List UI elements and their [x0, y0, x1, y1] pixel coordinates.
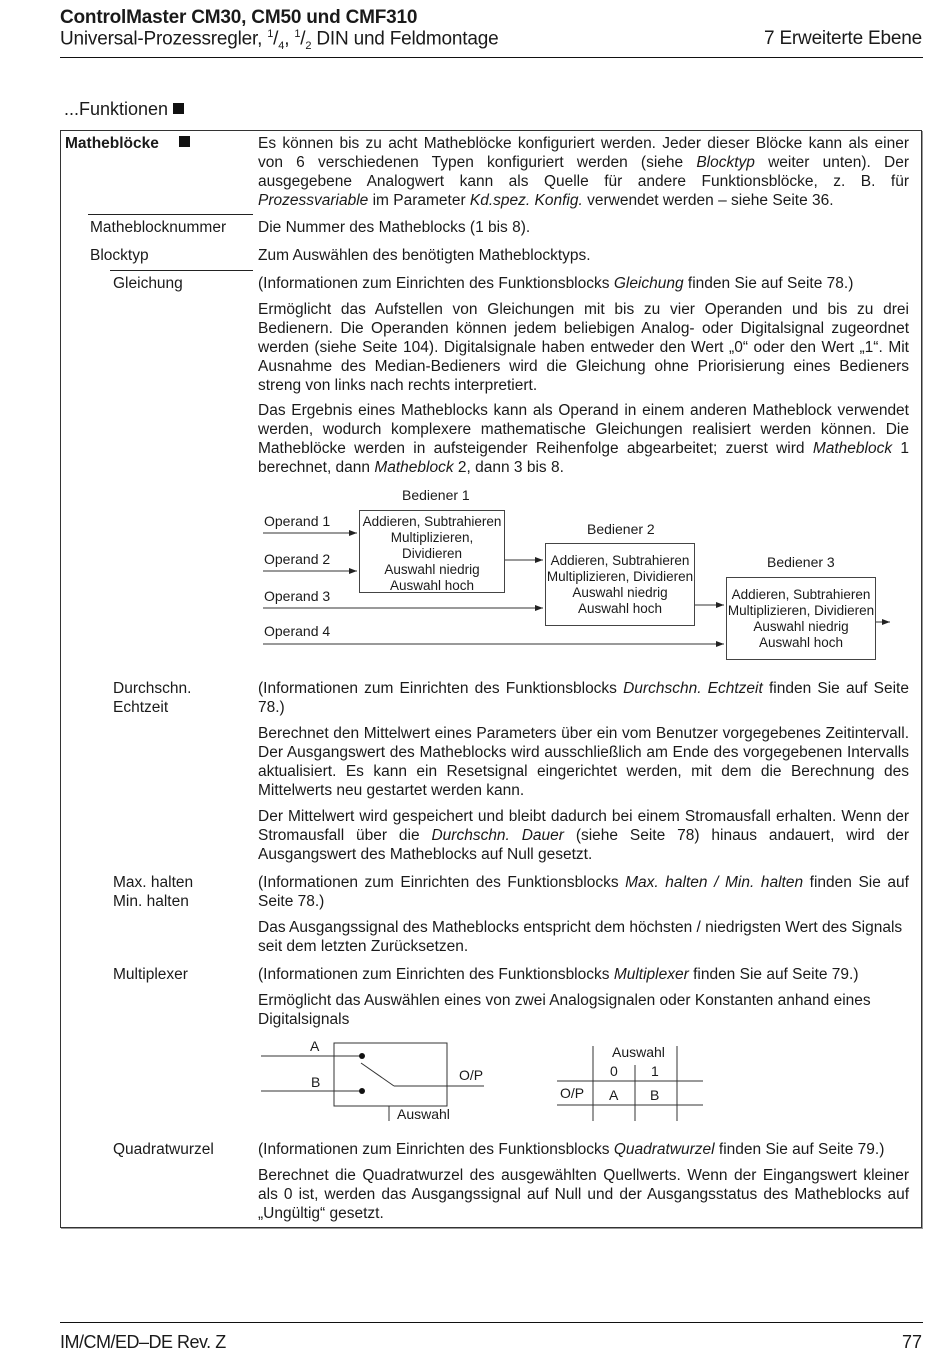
text-run: Multiplexer	[613, 966, 689, 983]
operator-option: Multiplizieren,	[390, 530, 474, 545]
operand-label: Operand 2	[264, 551, 331, 567]
quadratwurzel-info	[258, 1140, 909, 1159]
text-run: (Informationen zum Einrichten des Funktionsblocks	[258, 966, 614, 983]
subtitle-text: Universal-Prozessregler,	[60, 28, 268, 50]
param-label-multiplexer: Multiplexer	[113, 966, 188, 983]
text-run: Max. halten / Min. halten	[625, 874, 804, 891]
quadratwurzel-paragraph: Berechnet die Quadratwurzel des ausgewählten Quellwerts. Wenn der Eingangswert kleiner als 0 ist, werden das Ausgangssignal auf Null und der Ausgangsstatus des Matheblocks auf „Ungültig“ gesetzt.	[258, 1167, 909, 1222]
multiplexer-paragraph: Ermöglicht das Auswählen eines von zwei Analogsignalen oder Konstanten anhand eines Digitalsignals	[258, 992, 871, 1028]
operator-option: Dividieren	[401, 546, 463, 561]
section-title: ...Funktionen	[64, 99, 169, 119]
operand-label: Operand 4	[264, 623, 331, 639]
operand-label: Operand 3	[264, 588, 331, 604]
text-run: finden Sie auf Seite 79.)	[688, 966, 859, 983]
input-a-label: A	[310, 1038, 320, 1054]
text-run: finden Sie auf Seite 78.)	[683, 275, 854, 292]
text-run: verwendet werden – siehe Seite 36.	[582, 192, 834, 209]
label-text: Max. halten	[113, 874, 194, 891]
param-label-blocktyp: Blocktyp	[90, 247, 149, 264]
operator-option: Auswahl hoch	[758, 635, 844, 650]
page-number: 77	[901, 1332, 922, 1352]
truth-table-row-label: O/P	[560, 1085, 585, 1101]
label-text: Durchschn.	[113, 680, 192, 697]
text-run: weiter unten). Der ausgegebene Analogwert kann als Quelle für andere Funktionsblöcke, z. B. für	[258, 154, 909, 190]
text-run: 1 berechnet, dann	[258, 440, 909, 476]
text-run: Quadratwurzel	[613, 1141, 715, 1158]
text-run: (Informationen zum Einrichten des Funktionsblocks	[258, 874, 626, 891]
text-run: finden Sie auf Seite 78.)	[258, 874, 909, 910]
operator-option: Addieren, Subtrahieren	[731, 587, 871, 602]
maxmin-paragraph: Das Ausgangssignal des Matheblocks entspricht dem höchsten / niedrigsten Wert des Signals seit dem letzten Zurücksetzen.	[258, 919, 903, 955]
text-run: Prozessvariable	[258, 192, 369, 209]
text-run: 2, dann 3 bis 8.	[453, 459, 564, 476]
multiplexer-info	[258, 965, 909, 984]
text-run: (Informationen zum Einrichten des Funktionsblocks	[258, 680, 624, 697]
param-label-quadratwurzel: Quadratwurzel	[113, 1141, 214, 1158]
param-label-durchschn	[113, 679, 191, 717]
durchschn-paragraph-2	[258, 807, 909, 864]
truth-table-cell: B	[650, 1087, 660, 1103]
text-run: (Informationen zum Einrichten des Funktionsblocks	[258, 275, 614, 292]
operator-title: Bediener 2	[587, 521, 655, 537]
gleichung-paragraph-1: Ermöglicht das Aufstellen von Gleichungen mit bis zu vier Operanden und bis zu drei Bedienern. Die Operanden können jedem beliebigen Analog- oder Digitalsignal zugeordnet werden (siehe Seite 104). Digitalsignale haben entweder den Wert „0“ oder den Wert „1“. Mit Ausnahme des Median-Bedieners wird die Gleichung ohne Priorisierung eines Bedieners streng von links nach rechts interpretiert.	[258, 301, 909, 394]
text-run: Es können bis zu acht Matheblöcke konfiguriert werden. Jeder dieser Blöcke kann als einer von 6 verschiedenen Typen konfiguriert werden (siehe	[258, 135, 909, 171]
text-run: Gleichung	[613, 275, 684, 292]
text-run: Matheblock	[812, 440, 893, 457]
operator-option: Auswahl niedrig	[384, 562, 480, 577]
text-run: Durchschn. Dauer	[431, 827, 564, 844]
text-run: Kd.spez. Konfig.	[469, 192, 583, 209]
text-run: Matheblock	[374, 459, 454, 476]
subtitle-separator: ,	[284, 28, 295, 50]
durchschn-info	[258, 679, 909, 717]
input-b-label: B	[311, 1074, 321, 1090]
operator-option: Addieren, Subtrahieren	[550, 553, 690, 568]
text-run: (siehe Seite 78) hinaus andauert, wird der Ausgangswert des Matheblocks auf Null gesetzt.	[258, 827, 909, 863]
chapter-title: 7 Erweiterte Ebene	[764, 28, 922, 49]
operator-option: Addieren, Subtrahieren	[362, 514, 502, 529]
footer-divider	[60, 1322, 923, 1323]
fraction-numerator: 1	[294, 28, 301, 40]
operator-option: Auswahl niedrig	[572, 585, 668, 600]
fraction-denominator: 2	[305, 40, 312, 53]
operator-title: Bediener 3	[767, 554, 835, 570]
param-label-matheblocknummer: Matheblocknummer	[90, 219, 227, 236]
operator-option: Multiplizieren, Dividieren	[727, 603, 875, 618]
operator-box-2	[545, 543, 695, 626]
blocktyp-description: Zum Auswählen des benötigten Matheblocktyps.	[258, 247, 591, 264]
fraction-numerator: 1	[267, 28, 274, 40]
param-label-gleichung: Gleichung	[113, 275, 183, 292]
truth-table-col: 1	[651, 1063, 659, 1079]
text-run: Der Mittelwert wird gespeichert und bleibt dadurch bei einem Stromausfall erhalten. Wenn der Stromausfall über die	[258, 808, 909, 844]
matheblocknummer-description: Die Nummer des Matheblocks (1 bis 8).	[258, 219, 531, 236]
text-run: im Parameter	[368, 192, 470, 209]
operator-option: Auswahl niedrig	[753, 619, 849, 634]
operator-option: Auswahl hoch	[389, 578, 475, 593]
text-run: (Informationen zum Einrichten des Funktionsblocks	[258, 1141, 614, 1158]
label-text: Min. halten	[113, 893, 189, 910]
text-run: finden Sie auf Seite 78.)	[258, 680, 909, 716]
operand-label: Operand 1	[264, 513, 331, 529]
text-run: Durchschn. Echtzeit	[623, 680, 763, 697]
output-label: O/P	[459, 1067, 484, 1083]
param-label-maxmin	[113, 873, 193, 911]
label-text: Matheblöcke	[65, 135, 159, 152]
truth-table-header: Auswahl	[612, 1044, 665, 1060]
operator-title: Bediener 1	[402, 487, 470, 503]
fraction-denominator: 4	[278, 40, 285, 53]
operator-option: Auswahl hoch	[577, 601, 663, 616]
text-run: Blocktyp	[696, 154, 755, 171]
label-text: Echtzeit	[113, 699, 169, 716]
document-id: IM/CM/ED–DE Rev. Z	[60, 1332, 226, 1352]
operator-box-3	[726, 577, 876, 660]
operator-option: Multiplizieren, Dividieren	[546, 569, 694, 584]
operator-box-1	[359, 510, 505, 593]
text-run: Das Ergebnis eines Matheblocks kann als Operand in einem anderen Matheblock verwendet werden, wodurch komplexere mathematische Gleichungen realisiert werden können. Die Matheblöcke werden in aufsteigender Reihenfolge abgearbeitet; zuerst wird	[258, 402, 909, 457]
document-subtitle: Universal-Prozessregler, $^1/_4$, $^1/_2$ DIN und Feldmontage	[60, 28, 499, 53]
document-title: ControlMaster CM30, CM50 und CMF310	[60, 7, 418, 28]
maxmin-info	[258, 873, 909, 911]
truth-table-cell: A	[609, 1087, 619, 1103]
subtitle-text: DIN und Feldmontage	[311, 28, 499, 50]
select-label: Auswahl	[397, 1106, 450, 1122]
durchschn-paragraph-1: Berechnet den Mittelwert eines Parameters über ein vom Benutzer vorgegebenes Zeitintervall. Der Ausgangswert des Matheblocks wird ausschließlich am Ende des vorgegebenen Intervalls aktualisiert. Es kann ein Resetsignal eingerichtet werden, mit dem die Berechnung des Mittelwerts neu gestartet werden kann.	[258, 725, 909, 799]
truth-table-col: 0	[610, 1063, 618, 1079]
text-run: finden Sie auf Seite 79.)	[714, 1141, 885, 1158]
